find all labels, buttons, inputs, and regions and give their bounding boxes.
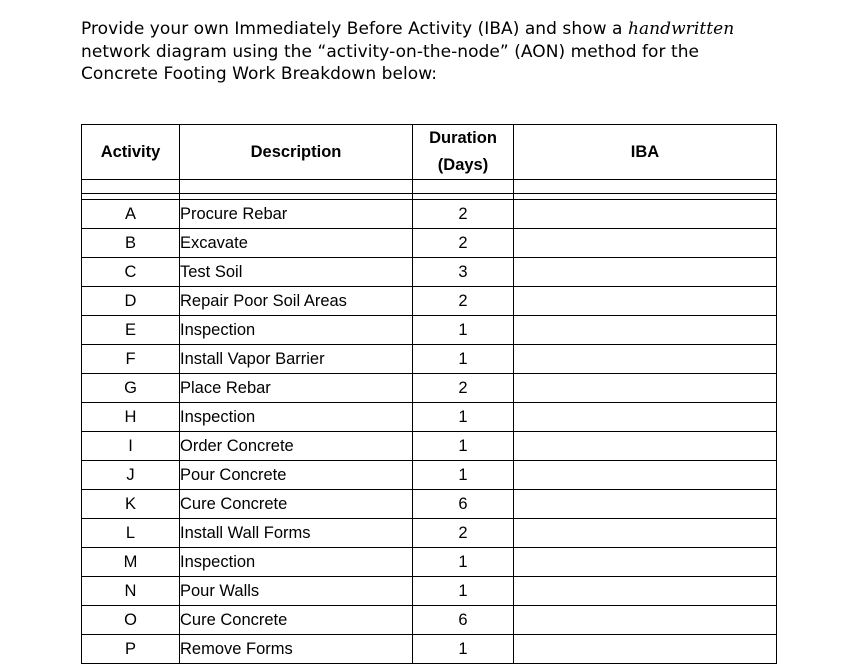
header-row — [82, 125, 777, 180]
cell-duration: 1 — [413, 635, 514, 664]
cell-description: Test Soil — [180, 258, 413, 287]
spacer-row — [82, 180, 777, 194]
cell-description: Inspection — [180, 316, 413, 345]
cell-iba[interactable] — [514, 316, 777, 345]
table-body — [82, 125, 777, 664]
cell-iba[interactable] — [514, 606, 777, 635]
cell-description: Install Vapor Barrier — [180, 345, 413, 374]
table-row — [82, 432, 777, 461]
cell-description: Install Wall Forms — [180, 519, 413, 548]
cell-activity: I — [82, 432, 180, 461]
table-row — [82, 548, 777, 577]
cell-iba[interactable] — [514, 200, 777, 229]
table-row — [82, 519, 777, 548]
assignment-prompt — [81, 18, 801, 86]
cell-description: Order Concrete — [180, 432, 413, 461]
cell-description: Inspection — [180, 403, 413, 432]
cell-activity: A — [82, 200, 180, 229]
cell-iba[interactable] — [514, 258, 777, 287]
cell-iba[interactable] — [514, 374, 777, 403]
spacer-cell — [82, 180, 180, 194]
cell-description: Procure Rebar — [180, 200, 413, 229]
cell-iba[interactable] — [514, 577, 777, 606]
cell-description: Excavate — [180, 229, 413, 258]
table-row — [82, 374, 777, 403]
cell-iba[interactable] — [514, 519, 777, 548]
work-breakdown-table — [81, 124, 777, 664]
cell-duration: 1 — [413, 403, 514, 432]
table-row — [82, 287, 777, 316]
cell-duration: 1 — [413, 432, 514, 461]
cell-description: Cure Concrete — [180, 606, 413, 635]
spacer-cell — [180, 180, 413, 194]
cell-iba[interactable] — [514, 229, 777, 258]
prompt-line-3: Concrete Footing Work Breakdown below: — [81, 64, 438, 84]
cell-description: Inspection — [180, 548, 413, 577]
cell-iba[interactable] — [514, 461, 777, 490]
cell-activity: N — [82, 577, 180, 606]
cell-duration: 2 — [413, 374, 514, 403]
header-duration-line1: Duration — [429, 129, 497, 147]
header-description: Description — [180, 125, 413, 180]
cell-activity: C — [82, 258, 180, 287]
cell-duration: 1 — [413, 577, 514, 606]
prompt-emphasis-handwritten: handwritten — [627, 19, 735, 39]
cell-description: Pour Walls — [180, 577, 413, 606]
cell-iba[interactable] — [514, 403, 777, 432]
cell-activity: O — [82, 606, 180, 635]
cell-activity: F — [82, 345, 180, 374]
cell-activity: H — [82, 403, 180, 432]
table-row — [82, 490, 777, 519]
cell-iba[interactable] — [514, 432, 777, 461]
table-row — [82, 635, 777, 664]
cell-description: Cure Concrete — [180, 490, 413, 519]
cell-description: Repair Poor Soil Areas — [180, 287, 413, 316]
cell-duration: 6 — [413, 606, 514, 635]
cell-description: Remove Forms — [180, 635, 413, 664]
cell-activity: J — [82, 461, 180, 490]
cell-activity: G — [82, 374, 180, 403]
cell-activity: E — [82, 316, 180, 345]
table-row — [82, 577, 777, 606]
table-row — [82, 200, 777, 229]
cell-activity: B — [82, 229, 180, 258]
cell-iba[interactable] — [514, 548, 777, 577]
table-row — [82, 345, 777, 374]
cell-duration: 2 — [413, 287, 514, 316]
cell-duration: 2 — [413, 200, 514, 229]
cell-description: Pour Concrete — [180, 461, 413, 490]
table-row — [82, 606, 777, 635]
prompt-line-1 — [81, 18, 801, 41]
table-row — [82, 229, 777, 258]
cell-iba[interactable] — [514, 287, 777, 316]
header-iba: IBA — [514, 125, 777, 180]
header-activity: Activity — [82, 125, 180, 180]
table-row — [82, 258, 777, 287]
cell-iba[interactable] — [514, 490, 777, 519]
cell-description: Place Rebar — [180, 374, 413, 403]
header-duration — [413, 125, 514, 180]
prompt-line-1-text: Provide your own Immediately Before Activity (IBA) and show a — [81, 19, 628, 39]
spacer-cell — [514, 180, 777, 194]
prompt-line-2: network diagram using the “activity-on-the-node” (AON) method for the — [81, 41, 700, 62]
header-duration-line2: (Days) — [437, 156, 489, 174]
spacer-cell — [413, 180, 514, 194]
cell-duration: 1 — [413, 548, 514, 577]
cell-duration: 1 — [413, 345, 514, 374]
cell-activity: L — [82, 519, 180, 548]
cell-activity: P — [82, 635, 180, 664]
cell-duration: 1 — [413, 316, 514, 345]
table-row — [82, 316, 777, 345]
cell-iba[interactable] — [514, 345, 777, 374]
cell-duration: 3 — [413, 258, 514, 287]
table-row — [82, 403, 777, 432]
cell-activity: K — [82, 490, 180, 519]
table-row — [82, 461, 777, 490]
cell-activity: D — [82, 287, 180, 316]
cell-activity: M — [82, 548, 180, 577]
cell-duration: 1 — [413, 461, 514, 490]
cell-duration: 2 — [413, 519, 514, 548]
cell-iba[interactable] — [514, 635, 777, 664]
cell-duration: 2 — [413, 229, 514, 258]
cell-duration: 6 — [413, 490, 514, 519]
